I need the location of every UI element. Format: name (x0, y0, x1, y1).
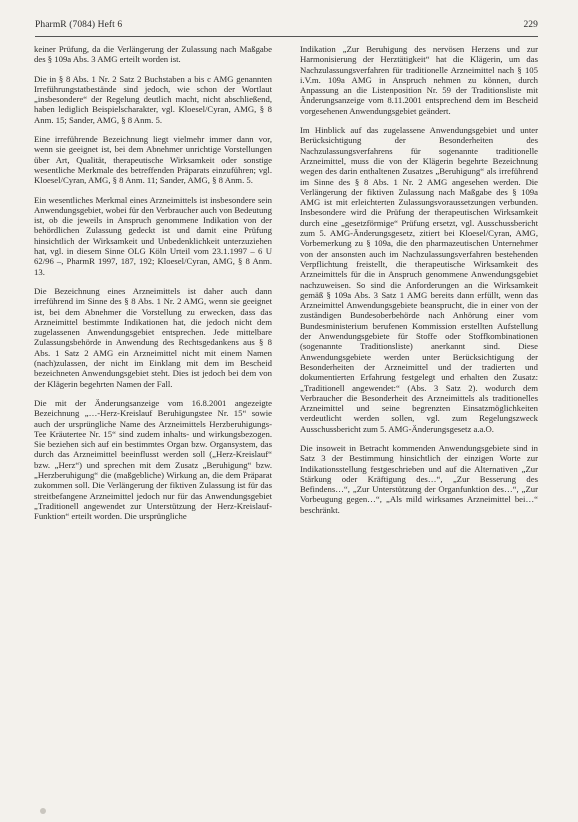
paragraph: Im Hinblick auf das zugelassene Anwendungsgebiet und unter Berücksichtigung der Besonderheiten des Nachzulassungsverfahrens für sogenannte traditionelle Arzneimittel, muss die von der Klägerin begehrte Bezeichnung wegen des darin enthaltenen Zusatzes „Beruhigung“ als irreführend im Sinne des § 8 Abs. 1 Nr. 2 AMG angesehen werden. Die Verlängerung der fiktiven Zulassung nach Maßgabe des § 109a AMG ist mit erleichterten Zulassungsvoraussetzungen verbunden. Insbesondere wird die Prüfung der therapeutischen Wirksamkeit durch eine „gesetzförmige“ Prüfung ersetzt, vgl. Ausschussbericht zum 5. AMG-Änderungsgesetz, zitiert bei Kloesel/Cyran, AMG, Vorbemerkung zu § 109a, die den pharmazeutischen Unternehmer von der ansonsten auch im Nachzulassungsverfahren bestehenden Verpflichtung freistellt, die therapeutische Wirksamkeit des Arzneimittels für die in Anspruch genommene Anwendungsgebiet nachzuweisen. So sind die Anforderungen an die Wirksamkeit gemäß § 109a Abs. 3 Satz 1 AMG bereits dann erfüllt, wenn das Arzneimittel Anwendungsgebiete beansprucht, die in einer von der zuständigen Bundesoberbehörde nach Anhörung einer vom Bundesministerium berufenen Kommission erstellten Aufstellung der Anwendungsgebiete für Stoffe oder Stoffkombinationen (sogenannte Traditionsliste) anerkannt sind. Diese Anwendungsgebiete werden unter Berücksichtigung der Besonderheiten der Arzneimittel und der tradierten und dokumentierten Erfahrung festgelegt und erhalten den Zusatz: „Traditionell angewendet:“ (Abs. 3 Satz 2). wodurch dem Verbraucher die Besonderheit des Arzneimittels als traditionelles Arzneimittel und seine begrenzten Einsatzmöglichkeiten verdeutlicht werden sollen, vgl. zum Regelungszweck Ausschussbericht zum 5. AMG-Änderungsgesetz a.a.O. (300, 125, 538, 434)
header-rule (35, 36, 538, 37)
paragraph: Die mit der Änderungsanzeige vom 16.8.2001 angezeigte Bezeichnung „…-Herz-Kreislauf Beruhigungstee Nr. 15“ sowie auch der ursprüngliche Name des Arzneimittels Herzberuhigungs-Tee Kräutertee Nr. 15“ sind zudem inhalts- und wirkungsbezogen. Sie beziehen sich auf ein bestimmtes Organ bzw. Organsystem, das durch das Arzneimittel beeinflusst werden soll („Herz-Kreislauf“ bzw. „Herz“) und sprechen mit dem Zusatz „Beruhigung“ bzw. „Herzberuhigung“ die (maßgebliche) Wirkung an, die dem Präparat zukommen soll. Die Verlängerung der fiktiven Zulassung ist für das streitbefangene Arzneimittel jedoch nur für das Anwendungsgebiet „Traditionell angewendet zur Unterstützung der Herz-Kreislauf-Funktion“ erteilt worden. Die ursprüngliche (34, 397, 272, 522)
paragraph: Eine irreführende Bezeichnung liegt vielmehr immer dann vor, wenn sie geeignet ist, bei dem Abnehmer unrichtige Vorstellungen über Art, Qualität, therapeutische Wirksamkeit oder sonstige wesentliche Merkmale des betreffenden Präparats einzuführen; vgl. Kloesel/Cyran, AMG, § 8 Anm. 11; Sander, AMG, § 8 Anm. 5. (34, 134, 272, 186)
paragraph: keiner Prüfung, da die Verlängerung der Zulassung nach Maßgabe des § 109a Abs. 3 AMG erteilt worden ist. (34, 44, 272, 65)
paragraph: Indikation „Zur Beruhigung des nervösen Herzens und zur Harmonisierung der Herztätigkeit“ hat die Klägerin, um das Nachzulassungsverfahren für traditionelle Arzneimittel nach § 105 i.V.m. 109a AMG in Anspruch nehmen zu können, durch Anpassung an die Listenposition Nr. 59 der Traditionsliste mit Änderungsanzeige vom 8.11.2001 entsprechend dem im Bescheid vorgesehenen Anwendungsgebiet geändert. (300, 44, 538, 116)
paragraph: Die Bezeichnung eines Arzneimittels ist daher auch dann irreführend im Sinne des § 8 Abs. 1 Nr. 2 AMG, wenn sie geeignet ist, bei dem Abnehmer die Vorstellung zu erwecken, dass das Arzneimittel bestimmte Indikationen hat, die jedoch nicht dem zugelassenen Anwendungsgebiet entsprechen. Jede mittelbare Zulassungsbehörde in Anwendung des Rechtsgedankens aus § 8 Abs. 1 Satz 2 AMG ein Arzneimittel nicht mit einem Namen (nach)zulassen, der nicht im Einklang mit dem im Bescheid bezeichneten Anwendungsgebiet steht. Dies ist jedoch bei dem von der Klägerin begehrten Namen der Fall. (34, 285, 272, 389)
paragraph: Die in § 8 Abs. 1 Nr. 2 Satz 2 Buchstaben a bis c AMG genannten Irreführungstatbestände sind jedoch, wie schon der Wortlaut „insbesondere“ der Regelung deutlich macht, nicht abschließend, haben lediglich Beispielscharakter, vgl. Kloesel/Cyran, AMG, § 8 Anm. 15; Sander, AMG, § 8 Anm. 5. (34, 73, 272, 125)
left-column (34, 44, 272, 530)
page-number: 229 (523, 20, 538, 30)
paragraph: Die insoweit in Betracht kommenden Anwendungsgebiete sind in Satz 3 der Bestimmung hinsichtlich der einzigen Worte zur Indikationsstellung festgeschrieben und auf die Alternativen „Zur Stärkung oder Kräftigung des…“, „Zur Besserung des Befindens…“, „Zur Unterstützung der Organfunktion des…“, „Zur Vorbeugung gegen…“, „Als mild wirksames Arzneimittel bei…“ beschränkt. (300, 442, 538, 515)
journal-reference: PharmR (7084) Heft 6 (35, 20, 123, 30)
page-header (35, 20, 538, 34)
paragraph: Ein wesentliches Merkmal eines Arzneimittels ist insbesondere sein Anwendungsgebiet, wobei für den Verbraucher auch von Bedeutung ist, ob die jeweils in Anspruch genommene Indikation von der behördlichen Zulassung gedeckt ist und damit eine Prüfung hinsichtlich der Wirksamkeit und Unbedenklichkeit unterzuziehen hat, vgl. in diesem Sinne OLG Köln Urteil vom 23.1.1997 – 6 U 62/96 –, PharmR 1997, 187, 192; Kloesel/Cyran, AMG, § 8 Anm. 13. (34, 194, 272, 277)
scan-mark (40, 808, 46, 814)
right-column (300, 44, 538, 524)
